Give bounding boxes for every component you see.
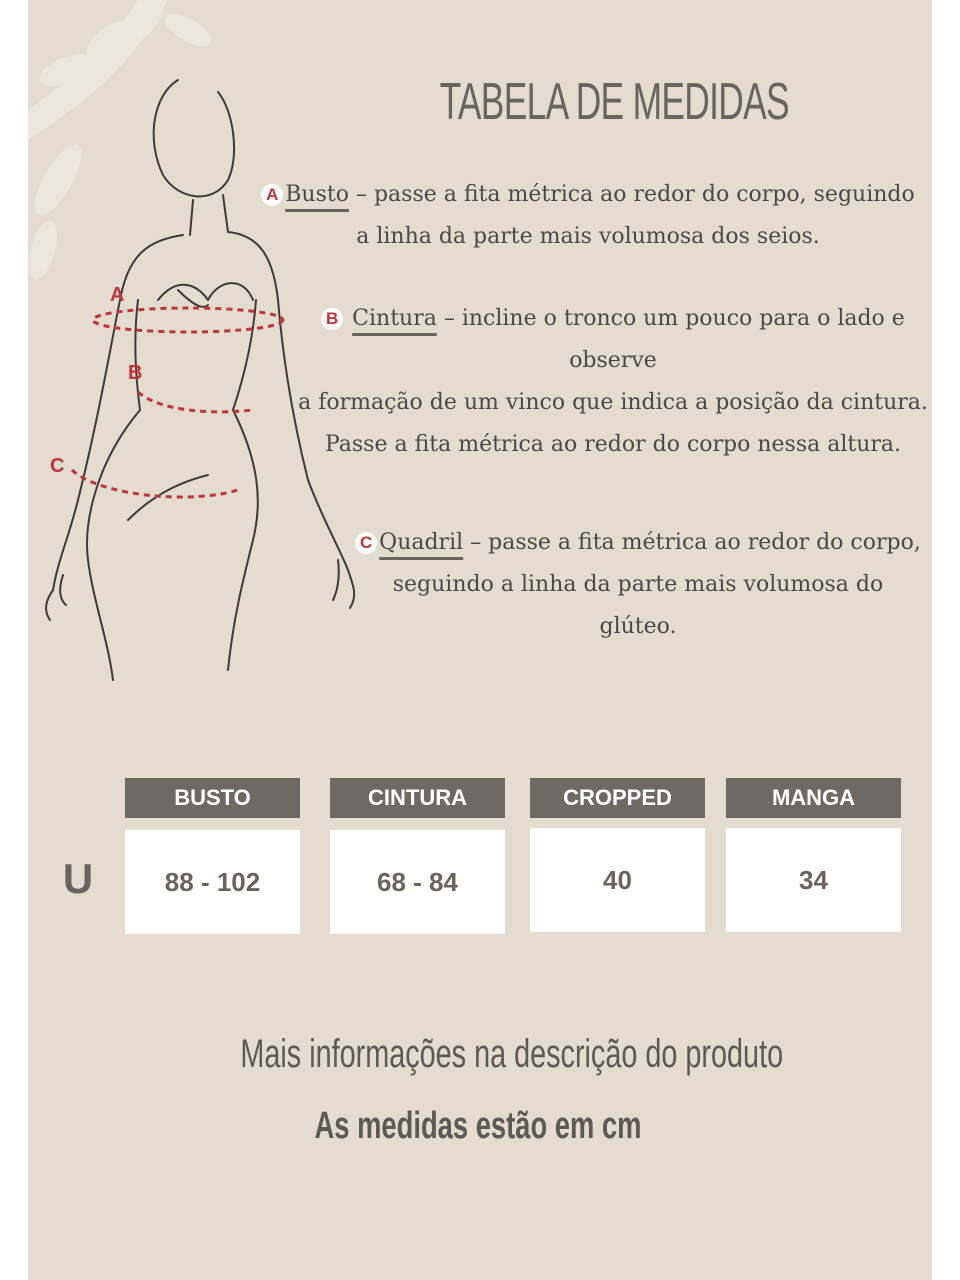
- keyword-quadril: Quadril: [379, 530, 464, 555]
- footer-info: Mais informações na descrição do produto: [240, 1032, 784, 1076]
- badge-a: A: [261, 184, 283, 206]
- measurement-quadril: C Quadril – passe a fita métrica ao redor do corpo, seguindo a linha da parte mais volumosa do glúteo.: [348, 522, 928, 648]
- header-cintura: CINTURA: [330, 778, 505, 818]
- badge-b: B: [321, 308, 343, 330]
- footer-units: As medidas estão em cm: [314, 1105, 642, 1147]
- figure-label-c: C: [50, 455, 65, 477]
- figure-label-b: B: [128, 362, 143, 384]
- header-busto: BUSTO: [125, 778, 300, 818]
- badge-c: C: [355, 532, 377, 554]
- cell-manga: 34: [726, 828, 901, 932]
- header-cropped: CROPPED: [530, 778, 705, 818]
- keyword-busto: Busto: [285, 182, 349, 207]
- size-chart-panel: [28, 0, 932, 1280]
- measurement-busto: A Busto – passe a fita métrica ao redor do corpo, seguindo a linha da parte mais volumosa dos seios.: [258, 174, 918, 258]
- keyword-cintura: Cintura: [352, 306, 437, 331]
- cell-cintura: 68 - 84: [330, 830, 505, 934]
- page-title: TABELA DE MEDIDAS: [439, 73, 789, 131]
- cell-busto: 88 - 102: [125, 830, 300, 934]
- size-label: U: [62, 855, 94, 902]
- cell-cropped: 40: [530, 828, 705, 932]
- header-manga: MANGA: [726, 778, 901, 818]
- measurement-cintura: B Cintura – incline o tronco um pouco para o lado e observe a formação de um vinco que indica a posição da cintura. Passe a fita métrica ao redor do corpo nessa altura.: [298, 306, 928, 457]
- figure-label-a: A: [110, 284, 125, 306]
